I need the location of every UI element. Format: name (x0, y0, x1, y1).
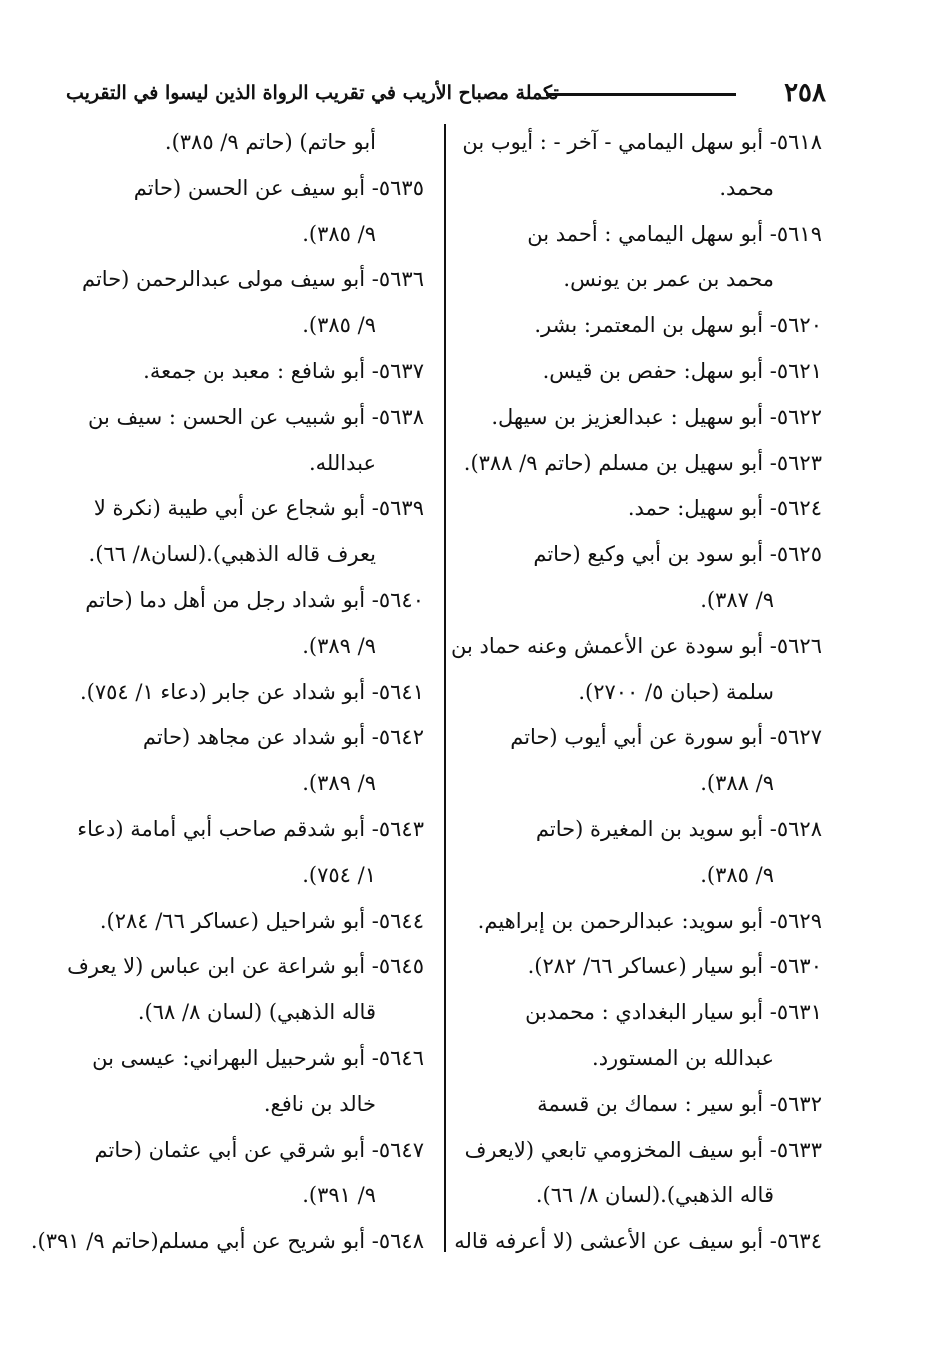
text-line: ٥٦٢٦- أبو سودة عن الأعمش وعنه حماد بن (450, 633, 822, 658)
text-line: قاله الذهبي) (لسان ٨/ ٦٨). (137, 1000, 376, 1025)
header-rule (546, 93, 736, 96)
text-line: يعرف قاله الذهبي).(لسان٨/ ٦٦). (88, 542, 376, 567)
text-line: قاله الذهبي).(لسان ٨/ ٦٦). (535, 1183, 774, 1208)
text-line: ٩/ ٣٨٨). (700, 771, 774, 796)
book-title: تكملة مصباح الأريب في تقريب الرواة الذين ليسوا في التقريب (66, 82, 559, 104)
text-line: ٥٦٢١- أبو سهل: حفص بن قيس. (542, 358, 822, 383)
text-line: ٥٦٣١- أبو سيار البغدادي : محمدبن (525, 1000, 822, 1025)
text-line: ٥٦٤٨- أبو شريح عن أبي مسلم(حاتم ٩/ ٣٩١). (30, 1229, 424, 1254)
text-line: ٥٦٤٦- أبو شرحبيل البهراني: عيسى بن (92, 1045, 424, 1070)
text-line: ٥٦٢٤- أبو سهيل: حمد. (627, 496, 822, 521)
text-line: عبدالله. (308, 450, 376, 475)
text-line: ٥٦٤٥- أبو شراعة عن ابن عباس (لا يعرف (67, 954, 424, 979)
page-header (66, 76, 826, 110)
text-line: ٩/ ٣٩١). (302, 1183, 376, 1208)
text-line: ٥٦١٨- أبو سهل اليمامي - آخر - : أيوب بن (462, 130, 822, 154)
text-line: ٥٦٢٨- أبو سويد بن المغيرة (حاتم (535, 816, 822, 841)
text-line: ٥٦٢٠- أبو سهل بن المعتمر: بشر. (534, 313, 822, 338)
text-line: أبو حاتم) (حاتم ٩/ ٣٨٥). (164, 130, 376, 154)
text-line: ٩/ ٣٨٥). (700, 862, 774, 887)
text-line: ٥٦٢٢- أبو سهيل : عبدالعزيز بن سيهل. (491, 404, 822, 429)
text-line: ٥٦٤٤- أبو شراحيل (عساكر ٦٦/ ٢٨٤). (99, 908, 424, 933)
text-line: ٥٦٤٢- أبو شداد عن مجاهد (حاتم (142, 725, 424, 750)
text-line: ٩/ ٣٨٥). (302, 313, 376, 338)
text-line: ٥٦٤٠- أبو شداد رجل من أهل دما (حاتم (85, 587, 424, 612)
page-number: ٢٥٨ (784, 78, 826, 108)
text-line: ٩/ ٣٨٩). (302, 771, 376, 796)
text-line: ٥٦٤٧- أبو شرقي عن أبي عثمان (حاتم (94, 1137, 424, 1162)
text-line: ١/ ٧٥٤). (302, 862, 376, 887)
text-line: ٩/ ٣٨٩). (302, 633, 376, 658)
text-line: ٥٦٣٨- أبو شبيب عن الحسن : سيف بن (88, 404, 424, 429)
text-line: ٥٦١٩- أبو سهل اليمامي : أحمد بن (527, 221, 822, 246)
text-line: محمد بن عمر بن يونس. (563, 267, 774, 292)
column-divider (444, 124, 446, 1252)
text-line: ٥٦٢٥- أبو سود بن أبي وكيع (حاتم (533, 542, 822, 567)
text-line: ٥٦٤١- أبو شداد عن جابر (دعاء ١/ ٧٥٤). (79, 679, 424, 704)
text-line: ٥٦٤٣- أبو شدقم صاحب أبي أمامة (دعاء (77, 816, 424, 841)
text-line: ٩/ ٣٨٥). (302, 221, 376, 246)
text-line: ٥٦٣٤- أبو سيف عن الأعشى (لا أعرفه قاله (454, 1229, 822, 1254)
right-column (450, 120, 822, 1265)
text-line: ٥٦٣٢- أبو سير : سماك بن قسمة (537, 1091, 822, 1116)
text-line: عبدالله بن المستورد. (592, 1045, 774, 1070)
text-line: ٥٦٣٦- أبو سيف مولى عبدالرحمن (حاتم (81, 267, 424, 292)
text-line: ٥٦٢٣- أبو سهيل بن مسلم (حاتم ٩/ ٣٨٨). (463, 450, 822, 475)
text-line: ٥٦٣٩- أبو شجاع عن أبي طيبة (نكرة لا (93, 496, 424, 521)
text-line: سلمة (حبان ٥/ ٢٧٠٠). (578, 679, 774, 704)
text-line: ٩/ ٣٨٧). (700, 587, 774, 612)
left-column (30, 120, 424, 1265)
text-line: ٥٦٢٧- أبو سورة عن أبي أيوب (حاتم (510, 725, 822, 750)
text-line: خالد بن نافع. (263, 1091, 376, 1116)
text-line: ٥٦٣٣- أبو سيف المخزومي تابعي (لايعرف (464, 1137, 822, 1162)
text-line: محمد. (719, 175, 774, 200)
text-line: ٥٦٢٩- أبو سويد: عبدالرحمن بن إبراهيم. (477, 908, 822, 933)
text-line: ٥٦٣٥- أبو سيف عن الحسن (حاتم (133, 175, 424, 200)
text-line: ٥٦٣٠- أبو سيار (عساكر ٦٦/ ٢٨٢). (527, 954, 822, 979)
text-line: ٥٦٣٧- أبو شافع : معبد بن جمعة. (143, 358, 424, 383)
